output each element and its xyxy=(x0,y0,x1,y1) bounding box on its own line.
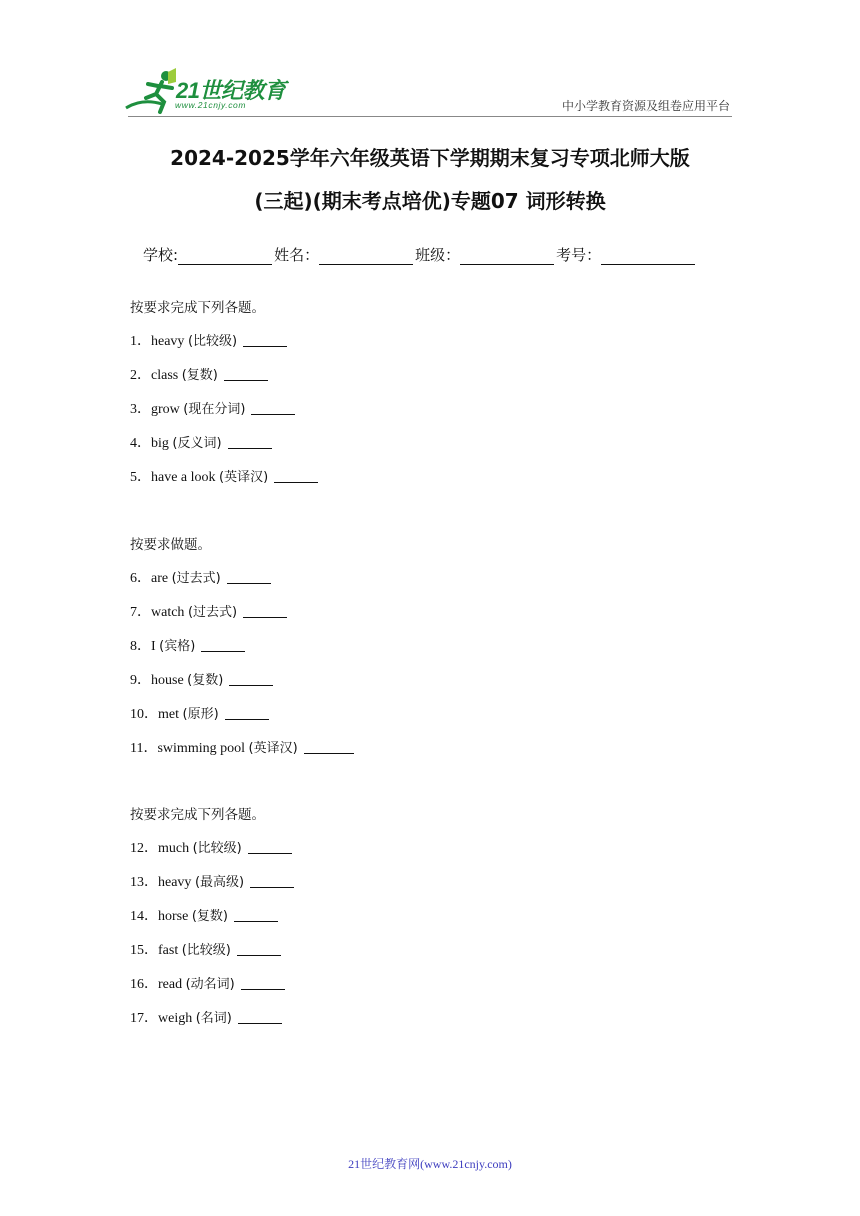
answer-blank[interactable] xyxy=(224,366,268,381)
page-title-line1: 2024-2025学年六年级英语下学期期末复习专项北师大版 xyxy=(170,146,690,170)
section-heading: 按要求完成下列各题。 xyxy=(130,807,265,823)
question-number: 16． xyxy=(130,977,158,992)
question-number: 7． xyxy=(130,605,151,620)
question-hint: (名词) xyxy=(195,1011,232,1026)
question-hint: (现在分词) xyxy=(183,402,246,417)
question-word: heavy xyxy=(151,334,185,349)
question-item xyxy=(130,432,272,452)
question-word: class xyxy=(151,368,179,383)
student-info-row xyxy=(143,244,697,265)
question-number: 11． xyxy=(130,741,158,756)
question-item xyxy=(130,466,318,486)
question-number: 1． xyxy=(130,334,151,349)
question-item xyxy=(130,364,268,384)
question-number: 15． xyxy=(130,943,158,958)
question-hint: (过去式) xyxy=(171,571,221,586)
exam-no-label: 考号： xyxy=(556,246,602,264)
answer-blank[interactable] xyxy=(243,603,287,618)
question-word: are xyxy=(151,571,169,586)
question-word: horse xyxy=(158,909,189,924)
answer-blank[interactable] xyxy=(251,400,295,415)
question-word: much xyxy=(158,841,190,856)
class-label: 班级： xyxy=(415,246,461,264)
answer-blank[interactable] xyxy=(248,839,292,854)
answer-blank[interactable] xyxy=(241,975,285,990)
question-number: 8． xyxy=(130,639,151,654)
answer-blank[interactable] xyxy=(234,907,278,922)
question-item xyxy=(130,837,292,857)
question-hint: (动名词) xyxy=(185,977,235,992)
answer-blank[interactable] xyxy=(238,1009,282,1024)
answer-blank[interactable] xyxy=(228,434,272,449)
logo-text: 21世纪教育 xyxy=(176,78,286,103)
page-header xyxy=(0,0,860,120)
section-heading: 按要求完成下列各题。 xyxy=(130,300,265,316)
question-word: I xyxy=(151,639,156,654)
question-hint: (最高级) xyxy=(194,875,245,890)
question-item xyxy=(130,737,354,757)
question-item xyxy=(130,398,295,418)
answer-blank[interactable] xyxy=(227,569,271,584)
answer-blank[interactable] xyxy=(250,873,294,888)
question-hint: (反义词) xyxy=(172,436,222,451)
question-number: 4． xyxy=(130,436,151,451)
question-item xyxy=(130,703,269,723)
class-blank[interactable] xyxy=(460,246,554,265)
question-word: have a look xyxy=(151,470,216,485)
question-word: swimming pool xyxy=(157,741,245,756)
question-hint: (过去式) xyxy=(187,605,238,620)
answer-blank[interactable] xyxy=(243,332,287,347)
question-word: house xyxy=(151,673,184,688)
name-blank[interactable] xyxy=(319,246,413,265)
question-word: read xyxy=(158,977,183,992)
question-item xyxy=(130,330,287,350)
question-item xyxy=(130,973,285,993)
question-hint: (复数) xyxy=(191,909,228,924)
question-number: 5． xyxy=(130,470,151,485)
question-item xyxy=(130,669,273,689)
answer-blank[interactable] xyxy=(201,637,245,652)
question-number: 3． xyxy=(130,402,151,417)
question-hint: (英译汉) xyxy=(248,741,298,756)
answer-blank[interactable] xyxy=(274,468,318,483)
question-hint: (比较级) xyxy=(181,943,231,958)
question-number: 10． xyxy=(130,707,158,722)
exam-no-blank[interactable] xyxy=(601,246,695,265)
question-word: met xyxy=(158,707,179,722)
question-item xyxy=(130,905,278,925)
question-word: weigh xyxy=(158,1011,193,1026)
question-number: 14． xyxy=(130,909,158,924)
page-title-line2: (三起)(期末考点培优)专题07 词形转换 xyxy=(254,189,606,213)
header-divider xyxy=(128,116,732,117)
name-label: 姓名： xyxy=(274,246,320,264)
question-word: watch xyxy=(151,605,185,620)
question-word: grow xyxy=(151,402,184,417)
question-hint: (复数) xyxy=(187,673,224,688)
question-number: 9． xyxy=(130,673,151,688)
question-item xyxy=(130,939,281,959)
logo-url: www.21cnjy.com xyxy=(175,100,247,110)
question-item xyxy=(130,567,271,587)
question-hint: (复数) xyxy=(181,368,218,383)
page-footer[interactable]: 21世纪教育网(www.21cnjy.com) xyxy=(348,1157,512,1171)
question-hint: (比较级) xyxy=(187,334,238,349)
question-number: 17． xyxy=(130,1011,158,1026)
question-number: 12． xyxy=(130,841,158,856)
question-item xyxy=(130,871,294,891)
question-item xyxy=(130,635,245,655)
answer-blank[interactable] xyxy=(225,705,269,720)
question-item xyxy=(130,601,287,621)
question-hint: (宾格) xyxy=(159,639,196,654)
question-hint: (原形) xyxy=(182,707,219,722)
question-word: fast xyxy=(158,943,179,958)
school-label: 学校: xyxy=(143,246,179,264)
question-item xyxy=(130,1007,282,1027)
question-number: 13． xyxy=(130,875,158,890)
header-tagline: 中小学教育资源及组卷应用平台 xyxy=(561,99,730,113)
question-word: heavy xyxy=(158,875,192,890)
question-word: big xyxy=(151,436,169,451)
question-hint: (英译汉) xyxy=(219,470,269,485)
answer-blank[interactable] xyxy=(304,739,354,754)
answer-blank[interactable] xyxy=(237,941,281,956)
question-number: 6． xyxy=(130,571,151,586)
answer-blank[interactable] xyxy=(229,671,273,686)
question-hint: (比较级) xyxy=(192,841,242,856)
section-heading: 按要求做题。 xyxy=(130,537,211,553)
school-blank[interactable] xyxy=(178,246,272,265)
question-number: 2． xyxy=(130,368,151,383)
